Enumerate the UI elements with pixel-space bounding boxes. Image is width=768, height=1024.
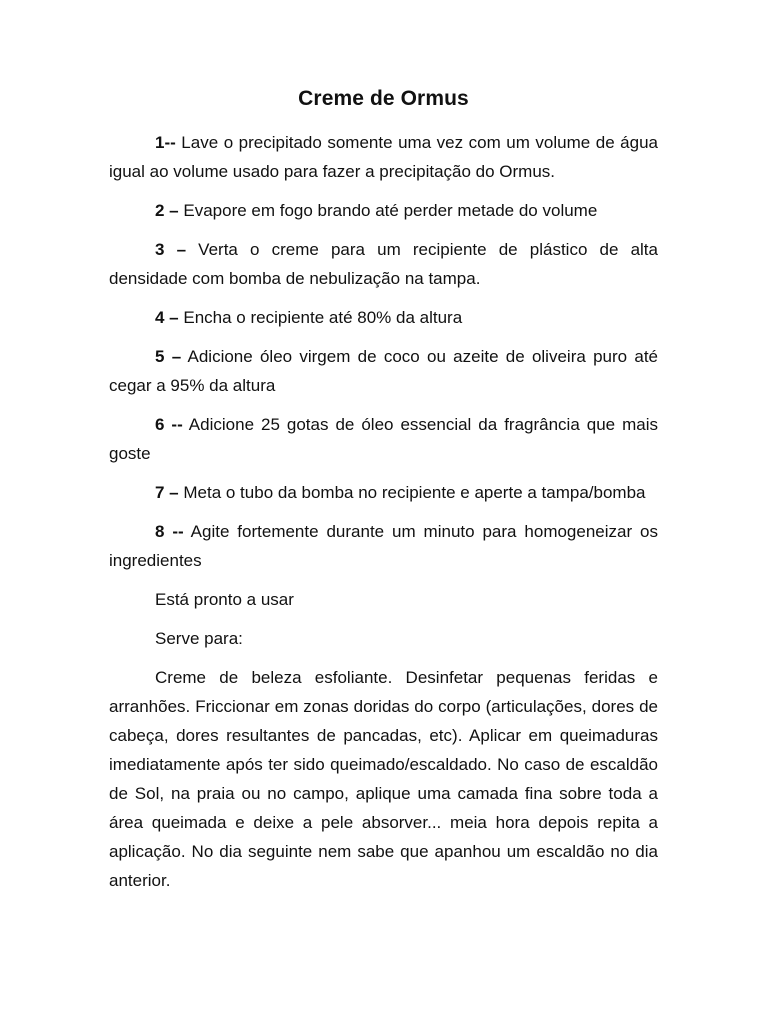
- step-number: 7 –: [155, 483, 179, 502]
- step-text: Adicione óleo virgem de coco ou azeite de oliveira puro até cegar a 95% da altura: [109, 347, 658, 395]
- uses-paragraph: Creme de beleza esfoliante. Desinfetar pequenas feridas e arranhões. Friccionar em zonas doridas do corpo (articulações, dores de cabeça, dores resultantes de pancadas, etc). Aplicar em queimaduras imediatamente após ter sido queimado/escaldado. No caso de escaldão de Sol, na praia ou no campo, aplique uma camada fina sobre toda a área queimada e deixe a pele absorver... meia hora depois repita a aplicação. No dia seguinte nem sabe que apanhou um escaldão no dia anterior.: [109, 668, 658, 890]
- step-3: [109, 235, 658, 293]
- step-5: [109, 342, 658, 400]
- step-number: 5 –: [155, 347, 182, 366]
- step-number: 2 –: [155, 201, 179, 220]
- step-text: Meta o tubo da bomba no recipiente e aperte a tampa/bomba: [178, 483, 646, 502]
- step-8: [109, 517, 658, 575]
- step-4: [109, 303, 658, 332]
- step-number: 8 --: [155, 522, 184, 541]
- step-2: [109, 196, 658, 225]
- step-7: [109, 478, 658, 507]
- document-title: Creme de Ormus: [298, 87, 469, 110]
- step-number: 4 –: [155, 308, 179, 327]
- ready-line: Está pronto a usar: [155, 590, 294, 609]
- step-number: 3 –: [155, 240, 187, 259]
- step-text: Lave o precipitado somente uma vez com um volume de água igual ao volume usado para fazer a precipitação do Ormus.: [109, 133, 658, 181]
- document-page: [109, 84, 658, 905]
- step-text: Encha o recipiente até 80% da altura: [178, 308, 463, 327]
- uses-heading: Serve para:: [155, 629, 243, 648]
- step-number: 6 --: [155, 415, 183, 434]
- step-1: [109, 128, 658, 186]
- step-text: Agite fortemente durante um minuto para homogeneizar os ingredientes: [109, 522, 659, 570]
- step-number: 1--: [155, 133, 176, 152]
- step-text: Evapore em fogo brando até perder metade do volume: [178, 201, 598, 220]
- step-text: Verta o creme para um recipiente de plástico de alta densidade com bomba de nebulização na tampa.: [109, 240, 658, 288]
- step-6: [109, 410, 658, 468]
- step-text: Adicione 25 gotas de óleo essencial da fragrância que mais goste: [109, 415, 659, 463]
